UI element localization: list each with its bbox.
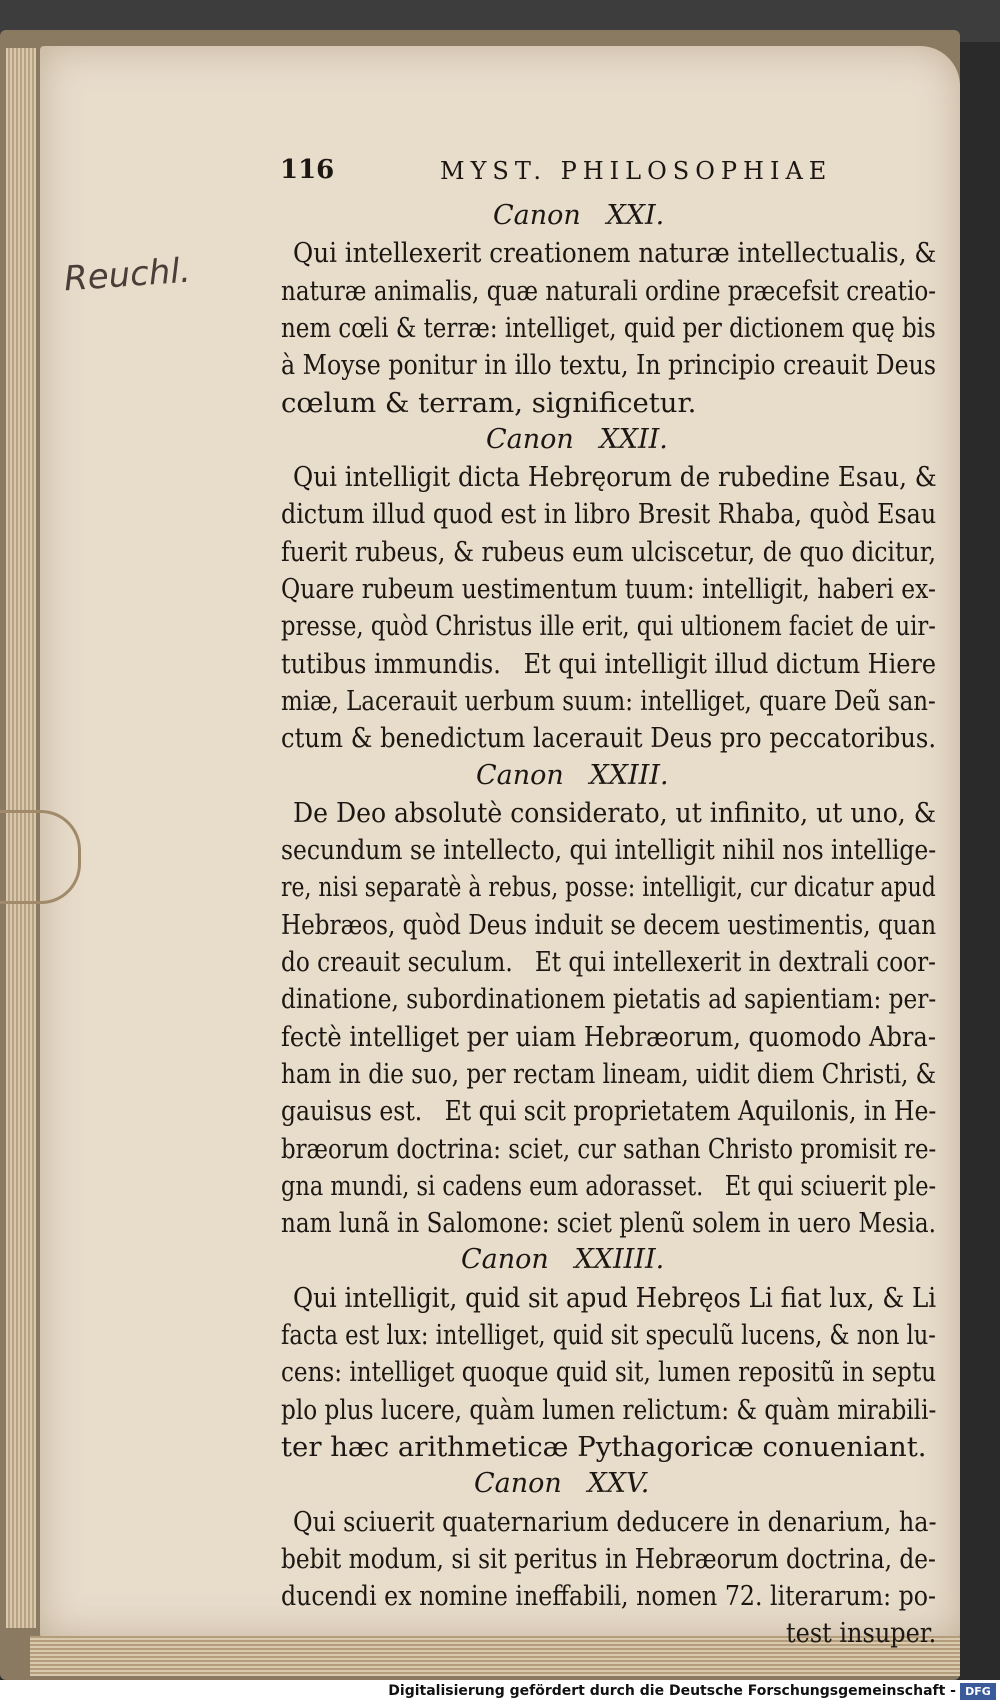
- canon-heading: Canon XXII.: [486, 423, 668, 455]
- text-line: Hebræos, quòd Deus induit se decem uestimentis, quan: [281, 908, 937, 941]
- text-line: ducendi ex nomine ineffabili, nomen 72. literarum: po-: [281, 1580, 937, 1613]
- text-line: miæ, Lacerauit uerbum suum: intelliget, quare Deũ san-: [281, 684, 936, 717]
- text-line: De Deo absolutè considerato, ut infinito, ut uno, &: [293, 796, 937, 829]
- text-line: fuerit rubeus, & rubeus eum ulciscetur, de quo dicitur,: [281, 535, 936, 568]
- text-line: presse, quòd Christus ille erit, qui ultionem faciet de uir-: [281, 610, 936, 643]
- text-line: fectè intelliget per uiam Hebræorum, quomodo Abra-: [281, 1020, 936, 1053]
- text-line: gauisus est. Et qui scit proprietatem Aquilonis, in He-: [281, 1095, 937, 1128]
- text-line: dictum illud quod est in libro Bresit Rhaba, quòd Esau: [281, 498, 937, 531]
- text-line: Quare rubeum uestimentum tuum: intelligit, haberi ex-: [281, 573, 936, 605]
- footer-bar: [0, 1680, 1000, 1704]
- text-line: tutibus immundis. Et qui intelligit illud dictum Hiere: [281, 647, 937, 680]
- clasp-strap: [0, 810, 81, 904]
- running-head: MYST. PHILOSOPHIAE: [440, 157, 833, 185]
- text-line: nam lunã in Salomone: sciet plenũ solem in uero Mesia.: [281, 1207, 936, 1240]
- text-line: gna mundi, si cadens eum adorasset. Et qui sciuerit ple-: [281, 1169, 937, 1202]
- page-number: 116: [280, 155, 335, 185]
- text-line: secundum se intellecto, qui intelligit nihil nos intellige-: [281, 834, 937, 867]
- canon-heading: Canon XXI.: [493, 200, 665, 231]
- canon-heading: Canon XXIII.: [476, 759, 669, 791]
- margin-annotation: Reuchl.: [62, 250, 192, 300]
- text-line: dinatione, subordinationem pietatis ad sapientiam: per-: [281, 983, 937, 1016]
- text-line: ter hæc arithmeticæ Pythagoricæ conueniant.: [281, 1430, 927, 1463]
- text-line: nem cœli & terræ: intelliget, quid per dictionem quę bis: [281, 311, 936, 344]
- text-line: Qui intellexerit creationem naturæ intellectualis, &: [293, 237, 937, 270]
- catchword: test insuper.: [786, 1617, 937, 1650]
- text-line: cens: intelliget quoque quid sit, lumen repositũ in septu: [281, 1356, 937, 1389]
- text-line: do creauit seculum. Et qui intellexerit in dextrali coor-: [281, 946, 937, 978]
- text-line: facta est lux: intelliget, quid sit speculũ lucens, & non lu-: [281, 1319, 936, 1351]
- text-line: cœlum & terram, significetur.: [281, 386, 697, 419]
- text-line: bebit modum, si sit peritus in Hebræorum doctrina, de-: [281, 1542, 936, 1575]
- text-line: à Moyse ponitur in illo textu, In principio creauit Deus: [281, 349, 937, 382]
- text-line: ctum & benedictum lacerauit Deus pro peccatoribus.: [281, 722, 937, 755]
- text-line: naturæ animalis, quæ naturali ordine præcefsit creatio-: [281, 274, 937, 307]
- dfg-logo: DFG: [960, 1683, 996, 1700]
- text-line: ham in die suo, per rectam lineam, uidit diem Christi, &: [281, 1057, 937, 1090]
- text-line: re, nisi separatè à rebus, posse: intelligit, cur dicatur apud: [281, 871, 936, 904]
- funding-credit: Digitalisierung gefördert durch die Deutsche Forschungsgemeinschaft -: [388, 1683, 956, 1699]
- text-line: Qui sciuerit quaternarium deducere in denarium, ha-: [293, 1505, 937, 1538]
- text-line: bræorum doctrina: sciet, cur sathan Christo promisit re-: [281, 1132, 937, 1165]
- canon-heading: Canon XXIIII.: [461, 1244, 665, 1276]
- text-line: plo plus lucere, quàm lumen relictum: & quàm mirabili-: [281, 1393, 937, 1426]
- text-line: Qui intelligit dicta Hebręorum de rubedine Esau, &: [293, 461, 937, 494]
- canon-heading: Canon XXV.: [474, 1468, 650, 1500]
- text-line: Qui intelligit, quid sit apud Hebręos Li fiat lux, & Li: [293, 1281, 937, 1314]
